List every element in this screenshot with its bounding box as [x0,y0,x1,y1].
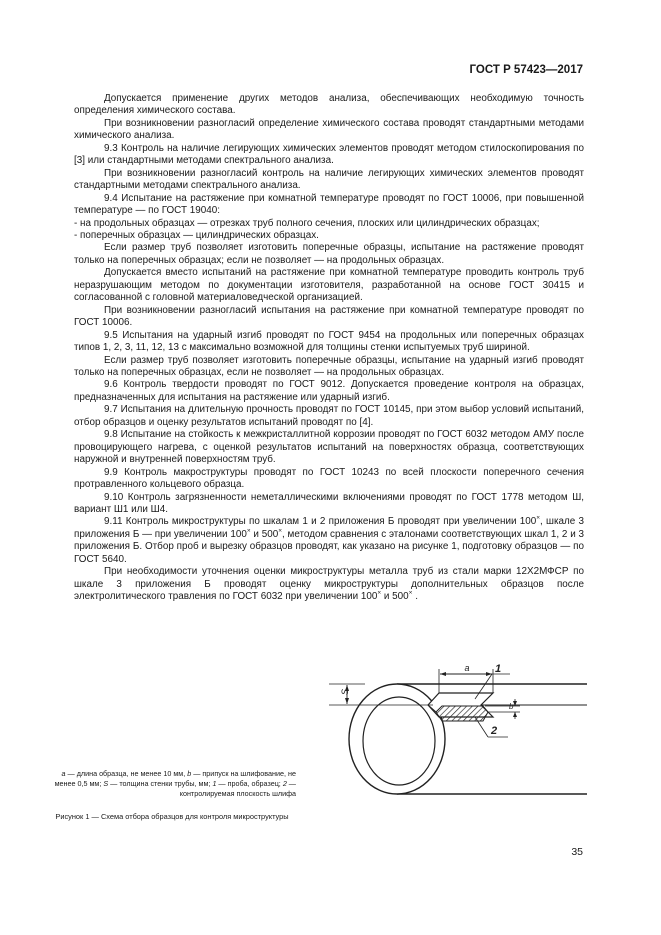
paragraph: При возникновении разногласий определение химического состава проводят стандартными методами химического анализа. [74,117,584,142]
paragraph-electrolytic: При необходимости уточнения оценки микроструктуры металла труб из стали марки 12Х2МФСР по шкале 3 приложения Б проводят оценку микроструктуры дополнительных образцов после электролитического травления по ГОСТ 6032 при увеличении 100× и 500× . [74,566,584,603]
paragraph: 9.6 Контроль твердости проводят по ГОСТ 9012. Допускается проведение контроля на образцах, предназначенных для испытания на растяжение или ударный изгиб. [74,379,584,403]
callout-1-label: 1 [495,663,502,675]
dimension-b-label: b [509,702,514,711]
paragraph: 9.8 Испытание на стойкость к межкристаллитной коррозии проводят по ГОСТ 6032 методом АМУ после провоцирующего нагрева, с оценкой результатов испытаний на поверхностях образца, соответствующих наружной и внутренней поверхностям труб. [74,429,584,466]
control-plane-hatch [436,706,488,721]
figure-legend: a — длина образца, не менее 10 мм, b — припуск на шлифование, не менее 0,5 мм; S — толщина стенки трубы, мм; 1 — проба, образец; 2 — контролируемая плоскость шлифа [54,769,296,799]
dimension-a-label: a [464,663,470,673]
paragraph: При возникновении разногласий испытания на растяжение при комнатной температуре проводят по ГОСТ 10006. [74,304,584,329]
paragraph: При возникновении разногласий контроль на наличие легирующих химических элементов проводят стандартными методами спектрального анализа. [74,167,584,192]
paragraph: 9.7 Испытания на длительную прочность проводят по ГОСТ 10145, при этом выбор условий испытаний, отбор образцов и оценку результатов испытаний проводят по [4]. [74,404,584,428]
paragraph: 9.4 Испытание на растяжение при комнатной температуре проводят по ГОСТ 10006, при повышенной температуре — по ГОСТ 19040: [74,192,584,217]
paragraph: 9.9 Контроль макроструктуры проводят по ГОСТ 10243 по всей плоскости поперечного сечения протравленного кольцевого образца. [74,466,584,491]
pipe-sampling-diagram [325,655,587,795]
figure-title: Рисунок 1 — Схема отбора образцов для контроля микроструктуры [55,812,289,821]
list-item: - на продольных образцах — отрезках труб полного сечения, плоских или цилиндрических образцах; [74,217,540,229]
paragraph: 9.10 Контроль загрязненности неметаллическими включениями проводят по ГОСТ 1778 методом Ш, вариант Ш1 или Ш4. [74,491,584,515]
paragraph: 9.5 Испытания на ударный изгиб проводят по ГОСТ 9454 на продольных или поперечных образцах типов 1, 2, 3, 11, 12, 13 с максимально возможной для толщины стенки испытуемых труб шириной. [74,329,584,354]
callout-2-label: 2 [491,725,498,737]
paragraph: Допускается применение других методов анализа, обеспечивающих необходимую точность определения химического состава. [74,93,584,117]
body-text [74,93,584,604]
paragraph: Если размер труб позволяет изготовить поперечные образцы, испытание на ударный изгиб проводят только на поперечных образцах, если не позволяет — на продольных образцах. [74,354,584,378]
dimension-s-label: S [340,688,350,695]
list-item: - поперечных образцах — цилиндрических образцах. [74,229,319,241]
document-code: ГОСТ Р 57423—2017 [469,64,583,76]
paragraph: 9.3 Контроль на наличие легирующих химических элементов проводят методом стилоскопирования по [3] или стандартными методами спектрального анализа. [74,142,584,167]
paragraph: Если размер труб позволяет изготовить поперечные образцы, испытание на растяжение проводят только на поперечных образцах; если не позволяет — на продольных образцах. [74,242,584,266]
paragraph: Допускается вместо испытаний на растяжение при комнатной температуре проводить контроль труб неразрушающим методом по документации изготовителя, разработанной на основе ГОСТ 30415 и согласованной с головной материаловедческой организацией. [74,267,584,304]
paragraph-9-11: 9.11 Контроль микроструктуры по шкалам 1 и 2 приложения Б проводят при увеличении 100×, шкале 3 приложения Б — при увеличении 100× и 500×, методом сравнения с эталонами соответствующих шкал 1, 2 и 3 приложения Б. Отбор проб и вырезку образцов проводят, как указано на рисунке 1, подготовку образцов — по ГОСТ 5640. [74,515,585,565]
page-number: 35 [571,846,583,858]
